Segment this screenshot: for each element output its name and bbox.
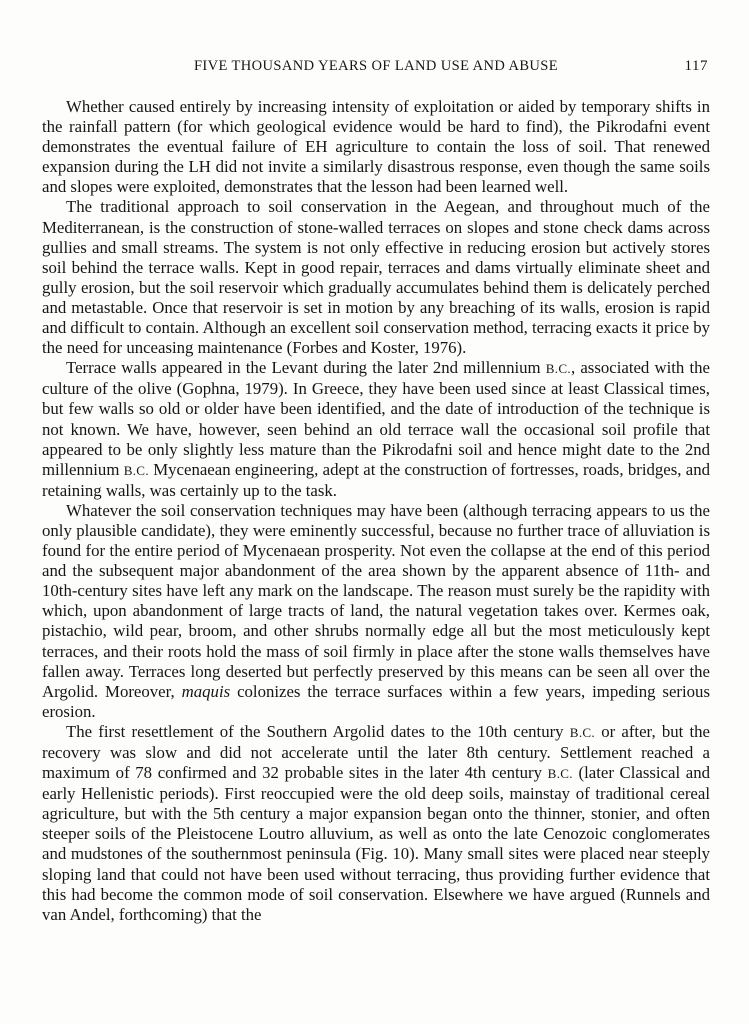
running-head-title: FIVE THOUSAND YEARS OF LAND USE AND ABUSE	[193, 58, 559, 74]
page-number: 117	[684, 58, 708, 74]
running-head	[42, 58, 710, 75]
paragraph: Whatever the soil conservation techniques may have been (although terracing appears to us the only plausible candidate), they were eminently successful, because no further trace of alluviation is found for the entire period of Mycenaean prosperity. Not even the collapse at the end of this period and the subsequent major abandonment of the area shown by the apparent absence of 11th- and 10th-century sites have left any mark on the landscape. The reason must surely be the rapidity with which, upon abandonment of large tracts of land, the natural vegetation takes over. Kermes oak, pistachio, wild pear, broom, and other shrubs normally edge all but the most meticulously kept terraces, and their roots hold the mass of soil firmly in place after the stone walls themselves have fallen away. Terraces long deserted but perfectly preserved by this means can be seen all over the Argolid. Moreover, maquis colonizes the terrace surfaces within a few years, impeding serious erosion.	[42, 500, 710, 721]
paragraph: The traditional approach to soil conservation in the Aegean, and throughout much of the Mediterranean, is the construction of stone-walled terraces on slopes and stone check dams across gullies and small streams. The system is not only effective in reducing erosion but actively stores soil behind the terrace walls. Kept in good repair, terraces and dams virtually eliminate sheet and gully erosion, but the soil reservoir which gradually accumulates behind them is delicately perched and metastable. Once that reservoir is set in motion by any breaching of its walls, erosion is rapid and difficult to contain. Although an excellent soil conservation method, terracing exacts it price by the need for unceasing maintenance (Forbes and Koster, 1976).	[42, 197, 710, 358]
text-block	[42, 58, 710, 925]
paragraph: Terrace walls appeared in the Levant during the later 2nd millennium B.C., associated with the culture of the olive (Gophna, 1979). In Greece, they have been used since at least Classical times, but few walls so old or older have been identified, and the date of introduction of the technique is not known. We have, however, seen behind an old terrace wall the occasional soil profile that appeared to be only slightly less mature than the Pikrodafni soil and hence might date to the 2nd millennium B.C. Mycenaean engineering, adept at the construction of fortresses, roads, bridges, and retaining walls, was certainly up to the task.	[42, 358, 710, 500]
paragraph: Whether caused entirely by increasing intensity of exploitation or aided by temporary shifts in the rainfall pattern (for which geological evidence would be hard to find), the Pikrodafni event demonstrates the eventual failure of EH agriculture to contain the loss of soil. That renewed expansion during the LH did not invite a similarly disastrous response, even though the same soils and slopes were exploited, demonstrates that the lesson had been learned well.	[42, 97, 710, 197]
body-text	[42, 97, 710, 925]
paragraph: The first resettlement of the Southern Argolid dates to the 10th century B.C. or after, but the recovery was slow and did not accelerate until the later 8th century. Settlement reached a maximum of 78 confirmed and 32 probable sites in the later 4th century B.C. (later Classical and early Hellenistic periods). First reoccupied were the old deep soils, mainstay of traditional cereal agriculture, but with the 5th century a major expansion began onto the thinner, stonier, and often steeper soils of the Pleistocene Loutro alluvium, as well as onto the late Cenozoic conglomerates and mudstones of the southernmost peninsula (Fig. 10). Many small sites were placed near steeply sloping land that could not have been used without terracing, thus providing further evidence that this had become the common mode of soil conservation. Elsewhere we have argued (Runnels and van Andel, forthcoming) that the	[42, 721, 710, 924]
